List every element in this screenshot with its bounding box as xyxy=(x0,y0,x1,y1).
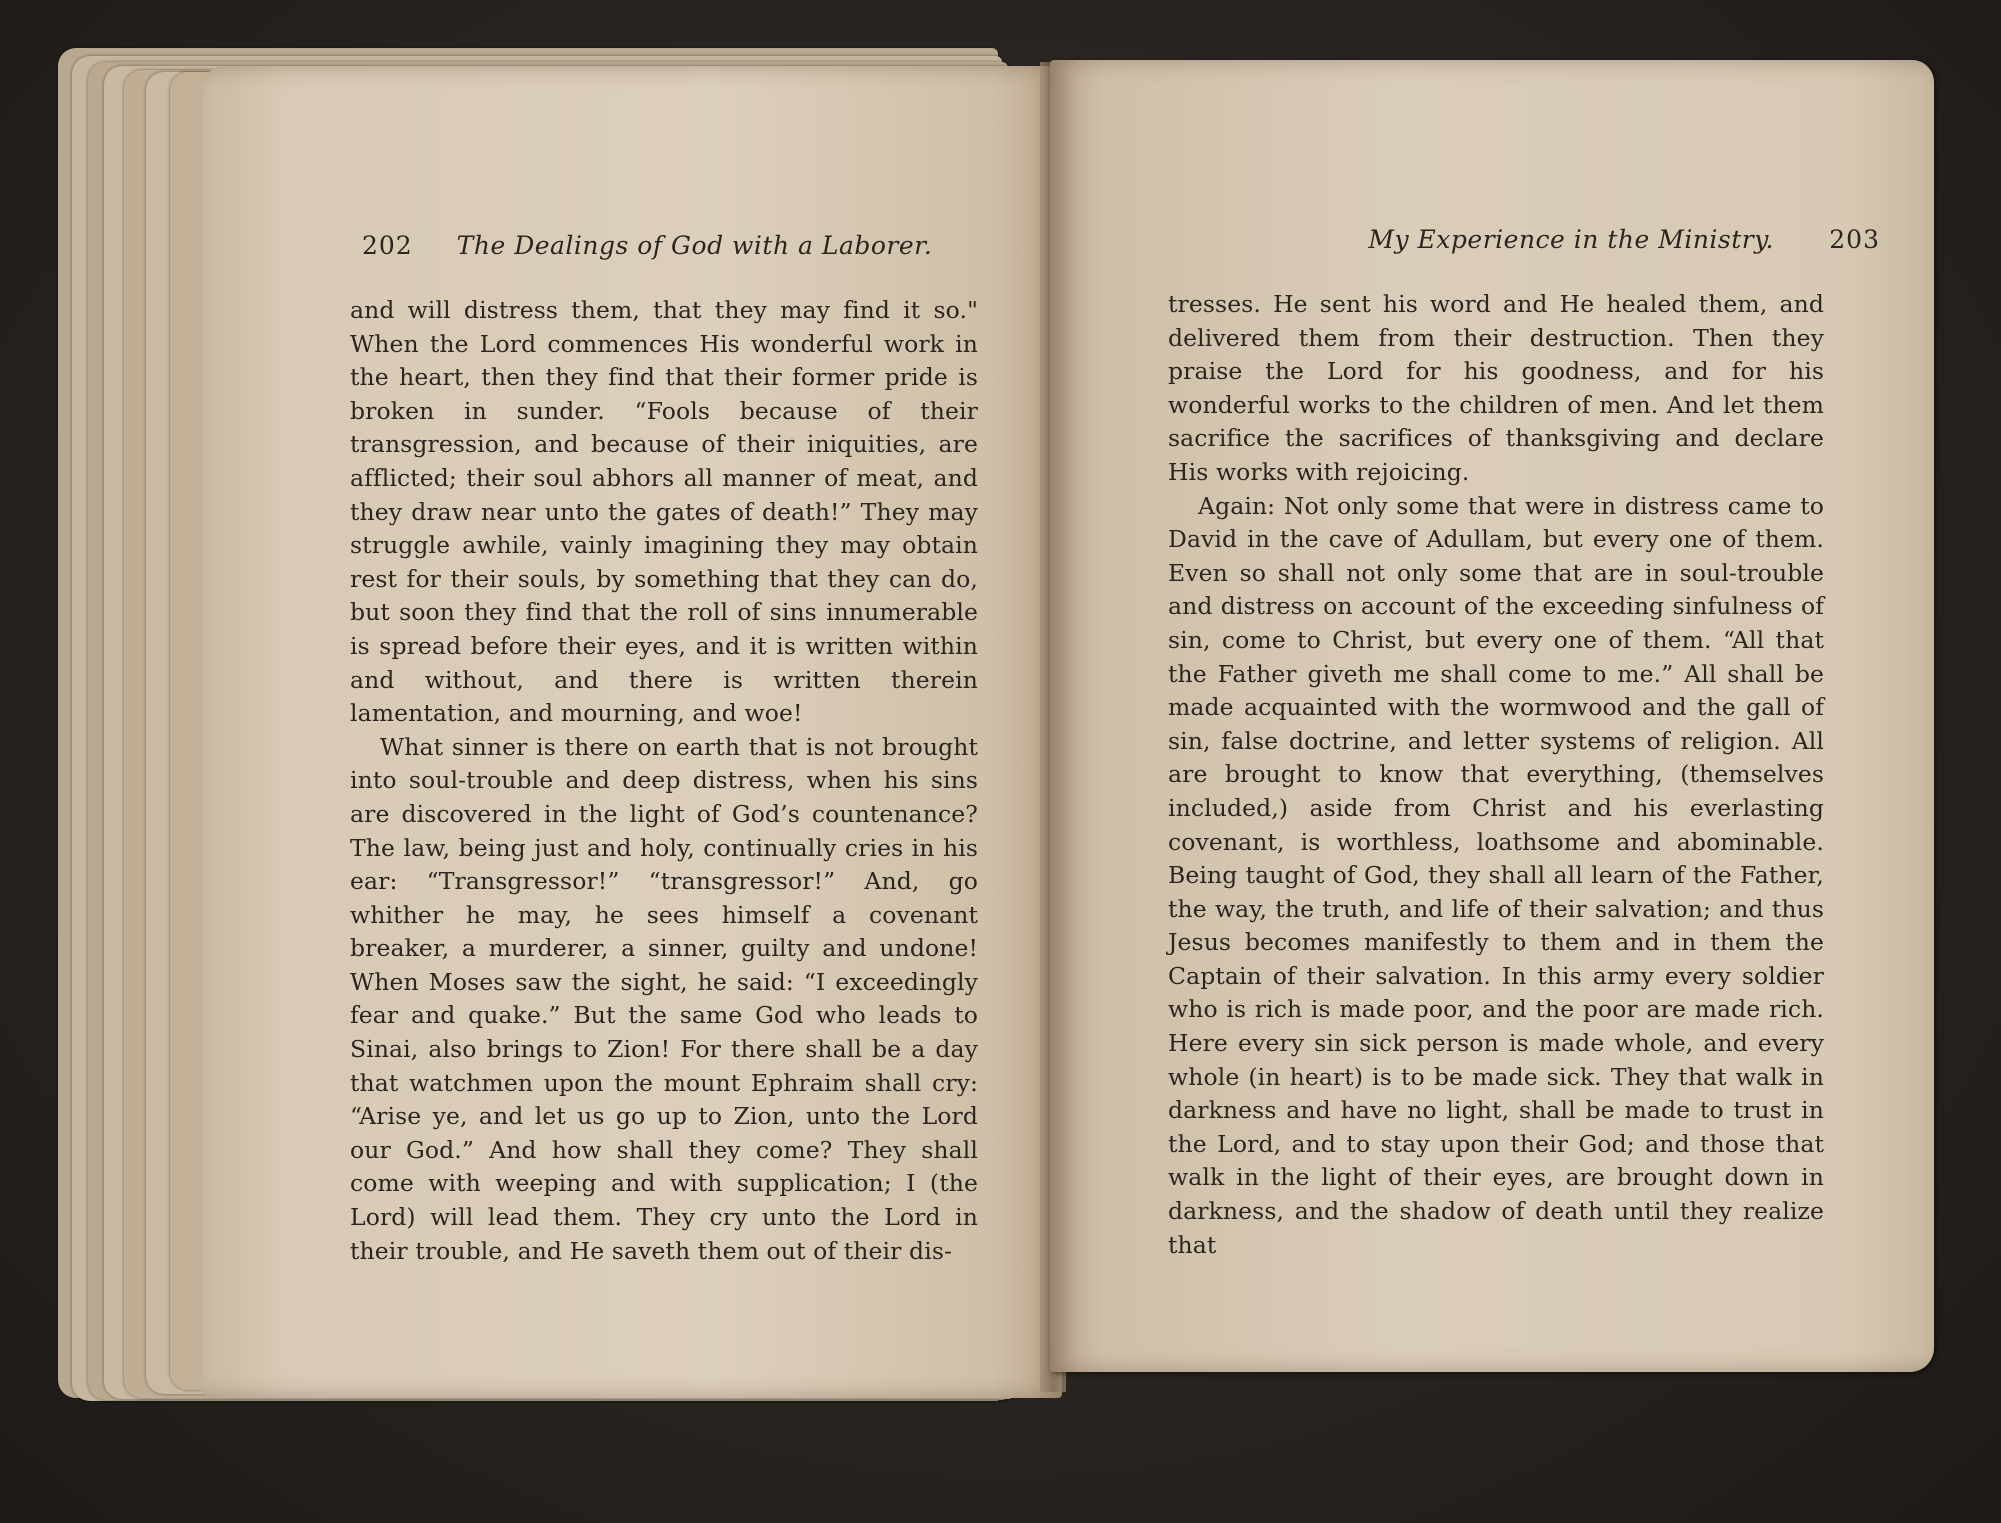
running-title: The Dealings of God with a Laborer. xyxy=(456,231,933,260)
page-number: 203 xyxy=(1829,225,1880,254)
paragraph: Again: Not only some that were in distress came to David in the cave of Adullam, but every one of them. Even so shall not only some that are in soul-trouble and distress on account of the exceeding sinfulness of sin, come to Christ, but every one of them. “All that the Father giveth me shall come to me.” All shall be made acquainted with the wormwood and the gall of sin, false doctrine, and letter systems of religion. All are brought to know that everything, (themselves included,) aside from Christ and his everlasting covenant, is worthless, loathsome and abominable. Being taught of God, they shall all learn of the Father, the way, the truth, and life of their salvation; and thus Jesus becomes manifestly to them and in them the Captain of their salvation. In this army every soldier who is rich is made poor, and the poor are made rich. Here every sin sick person is made whole, and every whole (in heart) is to be made sick. They that walk in darkness and have no light, shall be made to trust in the Lord, and to stay upon their God; and those that walk in the light of their eyes, are brought down in darkness, and the shadow of death until they realize that xyxy=(1168,491,1824,1259)
left-page xyxy=(202,66,1062,1398)
paragraph: and will distress them, that they may find it so." When the Lord commences His wonderful work in the heart, then they find that their former pride is broken in sunder. “Fools because of their transgression, and because of their iniquities, are afflicted; their soul abhors all manner of meat, and they draw near unto the gates of death!” They may struggle awhile, vainly imagining they may obtain rest for their souls, by something that they can do, but soon they find that the roll of sins innumerable is spread before their eyes, and it is written within and without, and there is written therein lamentation, and mourning, and woe! xyxy=(350,296,978,728)
running-title: My Experience in the Ministry. xyxy=(1368,225,1774,254)
left-page-header xyxy=(362,226,1002,266)
page-number: 202 xyxy=(362,231,413,260)
paragraph: tresses. He sent his word and He healed them, and delivered them from their destruction. Then they praise the Lord for his goodness, and for his wonderful works to the children of men. And let them sacrifice the sacrifices of thanksgiving and declare His works with rejoicing. xyxy=(1168,290,1824,486)
right-page xyxy=(1050,60,1934,1372)
right-page-header xyxy=(1110,220,1880,260)
left-page-text xyxy=(350,294,978,1268)
paragraph: What sinner is there on earth that is not brought into soul-trouble and deep distress, when his sins are discovered in the light of God’s countenance? The law, being just and holy, continually cries in his ear: “Transgressor!” “transgressor!” And, go whither he may, he sees himself a covenant breaker, a murderer, a sinner, guilty and undone! When Moses saw the sight, he said: “I exceedingly fear and quake.” But the same God who leads to Sinai, also brings to Zion! For there shall be a day that watchmen upon the mount Ephraim shall cry: “Arise ye, and let us go up to Zion, unto the Lord our God.” And how shall they come? They shall come with weeping and with supplication; I (the Lord) will lead them. They cry unto the Lord in their trouble, and He saveth them out of their dis- xyxy=(350,732,978,1265)
right-page-text xyxy=(1168,288,1824,1262)
